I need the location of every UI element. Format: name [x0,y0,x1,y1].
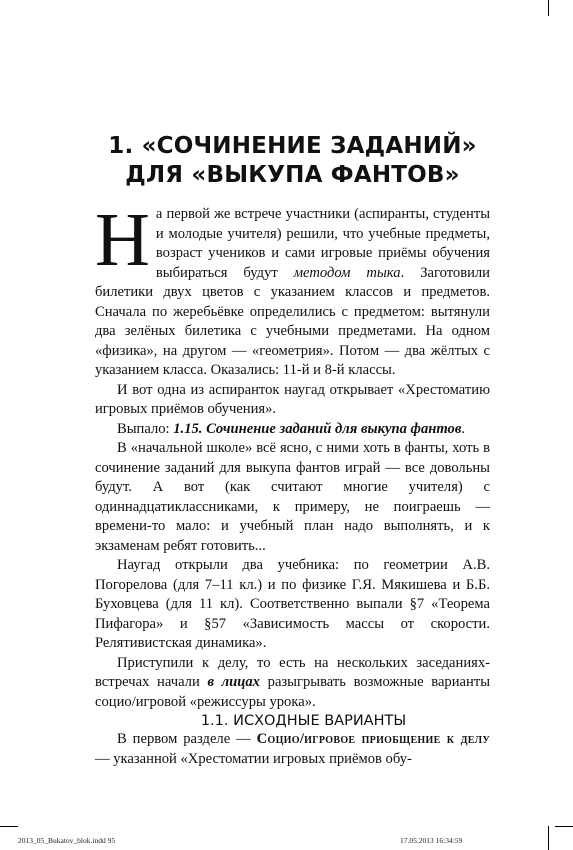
paragraph-1-text-b: . Заготовили билетики двух цветов с указанием классов и предметов. Сначала по жеребьёвке определились с предметом: вытянули два зелёных билетика с учебными предметами. На одном «физика», на другом — «геометрия». Потом — два жёлтых с указанием класса. Оказались: 11-й и 8-й классы. [95,264,490,378]
paragraph-3-prefix: Выпало: [117,420,174,437]
paragraph-3-suffix: . [461,420,466,437]
paragraph-4: В «начальной школе» всё ясно, с ними хоть в фанты, хоть в сочинение заданий для выкупа фантов играй — все довольны будут. А вот (как считают многие учителя) с одиннадцатиклассниками, к примеру, не поиграешь — времени-то мало: и учебный план надо выполнять, и к экзаменам ребят готовить... [95,440,490,554]
section-title: 1.1. ИСХОДНЫЕ ВАРИАНТЫ [200,713,407,729]
paragraph-3 [95,420,490,440]
paragraph-3-emphasis: 1.15. Сочинение заданий для выкупа фантов [173,420,462,437]
drop-cap: Н [95,198,150,282]
paragraph-7-prefix: В первом разделе — [117,731,257,747]
paragraph-5: Наугад открыли два учебника: по геометрии А.В. Погорелова (для 7–11 кл.) и по физике Г.Я. Мякишева и Б.Б. Буховцева (для 11 кл). Соответственно выпали §7 «Теорема Пифагора» и §57 «Зависимость массы от скорости. Релятивистская динамика». [95,557,490,651]
paragraph-7 [95,730,490,769]
chapter-title-line-1: 1. «СОЧИНЕНИЕ ЗАДАНИЙ» [108,133,477,159]
crop-mark-bottom [548,826,549,850]
crop-mark-bottom-right [555,826,573,827]
chapter-title-line-2: ДЛЯ «ВЫКУПА ФАНТОВ» [125,162,460,188]
crop-mark-bottom-left [0,826,18,827]
chapter-title [70,132,515,190]
paragraph-6-text-b: разыгрывать возможные варианты социо/игровой «режиссуры урока». [95,674,490,710]
paragraph-1-emphasis: методом тыка [293,264,401,281]
body-text [95,198,490,769]
paragraph-7-small-caps: Социо/игровое приобщение к делу [256,731,490,747]
paragraph-6 [95,654,490,713]
paragraph-7-suffix: — указанной «Хрестоматии игровых приёмов обу- [95,750,412,767]
slug-timestamp: 17.05.2013 16:34:59 [400,836,463,845]
paragraph-1 [95,198,490,381]
paragraph-6-emphasis: в лицах [207,674,260,690]
paragraph-6-text-a: Приступили к делу, то есть на нескольких заседаниях-встречах начали [95,654,490,690]
slug-filename: 2013_05_Bukatov_blok.indd 95 [18,836,116,845]
paragraph-1-text-a: а первой же встрече участники (аспиранты, студенты и молодые учителя) решили, что учебные предметы, возраст учеников и сами игровые приёмы обучения выбираться будут [155,206,490,281]
crop-mark-top [548,0,549,16]
paragraph-2: И вот одна из аспиранток наугад открывает «Хрестоматию игровых приёмов обучения». [95,381,490,417]
